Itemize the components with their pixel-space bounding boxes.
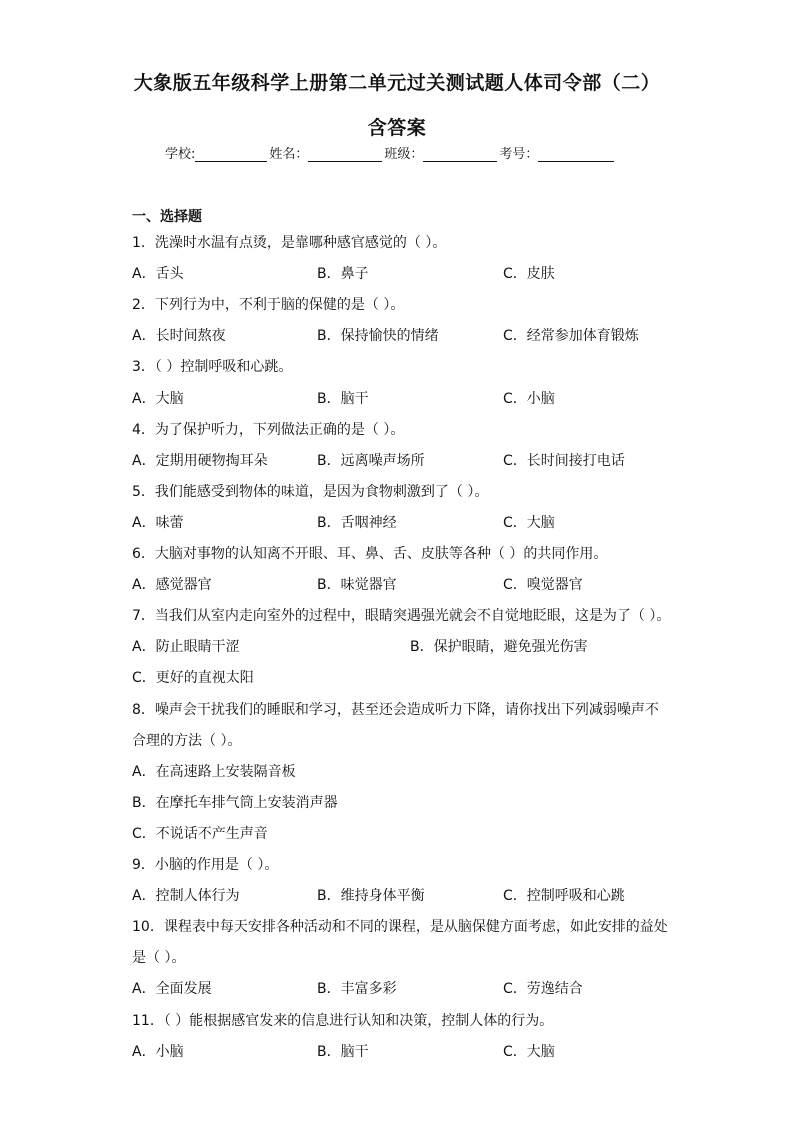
name-label: 姓名： bbox=[269, 147, 309, 162]
answer-option: A．感觉器官 bbox=[132, 577, 212, 594]
answer-option: C．不说话不产生声音 bbox=[132, 825, 268, 842]
answer-option: A．味蕾 bbox=[132, 514, 184, 531]
page-title: 大象版五年级科学上册第二单元过关测试题人体司令部（二） bbox=[133, 72, 661, 94]
question-text: 9．小脑的作用是（ ）。 bbox=[132, 857, 279, 873]
answer-option: A．舌头 bbox=[132, 266, 184, 283]
question-text: 8．噪声会干扰我们的睡眠和学习，甚至还会造成听力下降，请你找出下列减弱噪声不 bbox=[132, 701, 659, 718]
answer-option: C．皮肤 bbox=[503, 266, 555, 283]
answer-option: A．在高速路上安装隔音板 bbox=[132, 763, 296, 780]
answer-option: C．长时间接打电话 bbox=[503, 452, 625, 469]
question-text: 10．课程表中每天安排各种活动和不同的课程，是从脑保健方面考虑，如此安排的益处 bbox=[132, 919, 668, 936]
question-text: 6．大脑对事物的认知离不开眼、耳、鼻、舌、皮肤等各种（ ）的共同作用。 bbox=[132, 546, 608, 562]
question-text: 1．洗澡时水温有点烫，是靠哪种感官感觉的（ ）。 bbox=[132, 235, 447, 251]
exam-number-label: 考号： bbox=[499, 147, 539, 162]
question-text: 7．当我们从室内走向室外的过程中，眼睛突遇强光就会不自觉地眨眼，这是为了（ ）。 bbox=[132, 608, 671, 625]
section-title: 一、选择题 bbox=[132, 209, 202, 225]
page-subtitle: 含答案 bbox=[367, 117, 427, 139]
class-blank bbox=[423, 147, 497, 162]
answer-option: C．小脑 bbox=[503, 390, 555, 407]
name-blank bbox=[308, 147, 382, 162]
answer-option: B．脑干 bbox=[317, 1043, 369, 1060]
question-text: 合理的方法（ ）。 bbox=[132, 732, 242, 749]
question-text: 3．（ ）控制呼吸和心跳。 bbox=[132, 359, 293, 376]
answer-option: B．脑干 bbox=[317, 390, 369, 407]
answer-option: A．全面发展 bbox=[132, 981, 212, 998]
answer-option: A．小脑 bbox=[132, 1043, 184, 1060]
answer-option: B．舌咽神经 bbox=[317, 514, 397, 531]
question-text: 2．下列行为中，不利于脑的保健的是（ ）。 bbox=[132, 297, 405, 314]
answer-option: C．大脑 bbox=[503, 514, 555, 531]
answer-option: B．丰富多彩 bbox=[317, 981, 397, 998]
answer-option: A．定期用硬物掏耳朵 bbox=[132, 452, 268, 469]
answer-option: C．更好的直视太阳 bbox=[132, 670, 254, 687]
answer-option: A．大脑 bbox=[132, 390, 184, 407]
answer-option: B．保护眼睛，避免强光伤害 bbox=[410, 639, 588, 656]
answer-option: B．维持身体平衡 bbox=[317, 888, 425, 905]
answer-option: B．在摩托车排气筒上安装消声器 bbox=[132, 794, 338, 811]
answer-option: C．控制呼吸和心跳 bbox=[503, 888, 625, 905]
answer-option: C．嗅觉器官 bbox=[503, 577, 583, 594]
answer-option: A．控制人体行为 bbox=[132, 888, 240, 905]
question-text: 是（ ）。 bbox=[132, 950, 186, 967]
answer-option: B．保持愉快的情绪 bbox=[317, 328, 439, 345]
answer-option: A．长时间熬夜 bbox=[132, 328, 226, 345]
class-label: 班级： bbox=[384, 147, 424, 162]
answer-option: A．防止眼睛干涩 bbox=[132, 639, 240, 656]
question-text: 4．为了保护听力，下列做法正确的是（ ）。 bbox=[132, 421, 405, 438]
answer-option: B．远离噪声场所 bbox=[317, 452, 425, 469]
school-label: 学校: bbox=[165, 147, 196, 162]
answer-option: C．经常参加体育锻炼 bbox=[503, 328, 639, 345]
answer-option: C．劳逸结合 bbox=[503, 981, 583, 998]
question-text: 5．我们能感受到物体的味道，是因为食物刺激到了（ ）。 bbox=[132, 483, 489, 500]
answer-option: C．大脑 bbox=[503, 1043, 555, 1060]
question-text: 11．（ ）能根据感官发来的信息进行认知和决策，控制人体的行为。 bbox=[132, 1012, 554, 1029]
exam-number-blank bbox=[538, 147, 614, 162]
student-info-row bbox=[165, 143, 616, 162]
school-blank bbox=[195, 147, 267, 162]
answer-option: B．味觉器官 bbox=[317, 577, 397, 594]
answer-option: B．鼻子 bbox=[317, 266, 369, 283]
